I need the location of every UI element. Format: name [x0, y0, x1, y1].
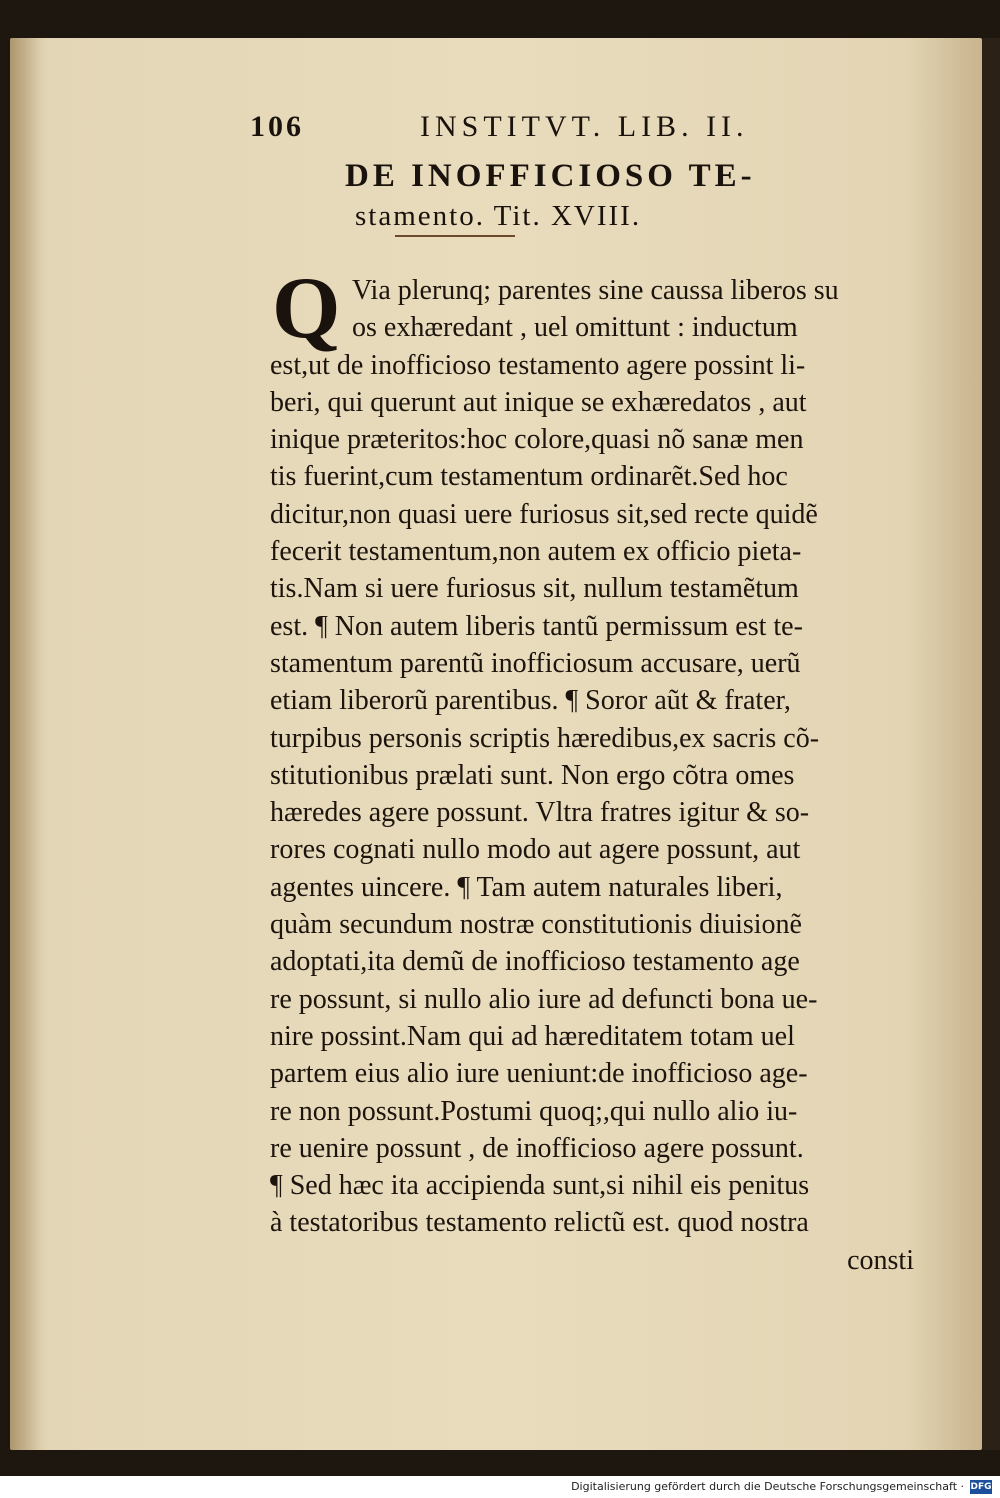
dfg-logo-icon: DFG — [970, 1482, 992, 1492]
folio-number: 106 — [250, 110, 304, 143]
text-line: à testatoribus testamento relictũ est. quod nostra — [270, 1207, 809, 1239]
text-line: stitutionibus prælati sunt. Non ergo cõtra omes — [270, 759, 795, 791]
text-line: re uenire possunt , de inofficioso agere possunt. — [270, 1132, 804, 1164]
text-line: fecerit testamentum,non autem ex officio pieta- — [270, 536, 802, 568]
text-line: adoptati,ita demũ de inofficioso testamento age — [270, 946, 800, 978]
text-line: partem eius alio iure ueniunt:de inofficioso age- — [270, 1058, 808, 1090]
gutter-shadow — [10, 38, 40, 1450]
text-line: Via plerunq; parentes sine caussa liberos su — [352, 275, 839, 306]
page-header — [250, 110, 810, 150]
text-line: est. ¶ Non autem liberis tantũ permissum est te- — [270, 610, 803, 642]
digitization-footer — [0, 1476, 1000, 1498]
footer-credit: Digitalisierung gefördert durch die Deutsche Forschungsgemeinschaft · — [571, 1480, 964, 1493]
text-line: ¶ Sed hæc ita accipienda sunt,si nihil eis penitus — [270, 1170, 810, 1202]
text-line: beri, qui querunt aut inique se exhæredatos , aut — [270, 386, 807, 418]
text-line: rores cognati nullo modo aut agere possunt, aut — [270, 834, 801, 866]
running-head: INSTITVT. LIB. II. — [420, 110, 749, 143]
text-line: stamentum parentũ inofficiosum accusare, uerũ — [270, 647, 801, 679]
text-line: turpibus personis scriptis hæredibus,ex sacris cõ- — [270, 722, 820, 754]
text-line: quàm secundum nostræ constitutionis diuisionẽ — [270, 909, 802, 941]
text-line: re non possunt.Postumi quoq;,qui nullo alio iu- — [270, 1095, 798, 1127]
drop-cap-initial: Q — [272, 260, 341, 357]
text-line: inique præteritos:hoc colore,quasi nõ sanæ men — [270, 424, 804, 456]
title-underline — [395, 235, 515, 237]
section-title-line-2: stamento. Tit. XVIII. — [355, 200, 642, 232]
text-line: hæredes agere possunt. Vltra fratres igitur & so- — [270, 797, 810, 829]
text-line: re possunt, si nullo alio iure ad defuncti bona ue- — [270, 983, 818, 1015]
section-title-line-1: DE INOFFICIOSO TE- — [345, 158, 756, 194]
text-line: agentes uincere. ¶ Tam autem naturales liberi, — [270, 871, 783, 903]
text-line: tis fuerint,cum testamentum ordinarẽt.Sed hoc — [270, 461, 788, 493]
text-line: tis.Nam si uere furiosus sit, nullum testamẽtum — [270, 573, 799, 605]
text-line: etiam liberorũ parentibus. ¶ Soror aũt & frater, — [270, 685, 791, 717]
catchword: consti — [847, 1244, 914, 1276]
page-edge — [982, 38, 1000, 1450]
text-line: est,ut de inofficioso testamento agere possint li- — [270, 349, 806, 381]
text-line: os exhæredant , uel omittunt : inductum — [352, 312, 798, 344]
text-line: dicitur,non quasi uere furiosus sit,sed recte quidẽ — [270, 498, 818, 530]
body-text — [270, 260, 920, 1279]
text-line: nire possint.Nam qui ad hæreditatem totam uel — [270, 1020, 795, 1052]
